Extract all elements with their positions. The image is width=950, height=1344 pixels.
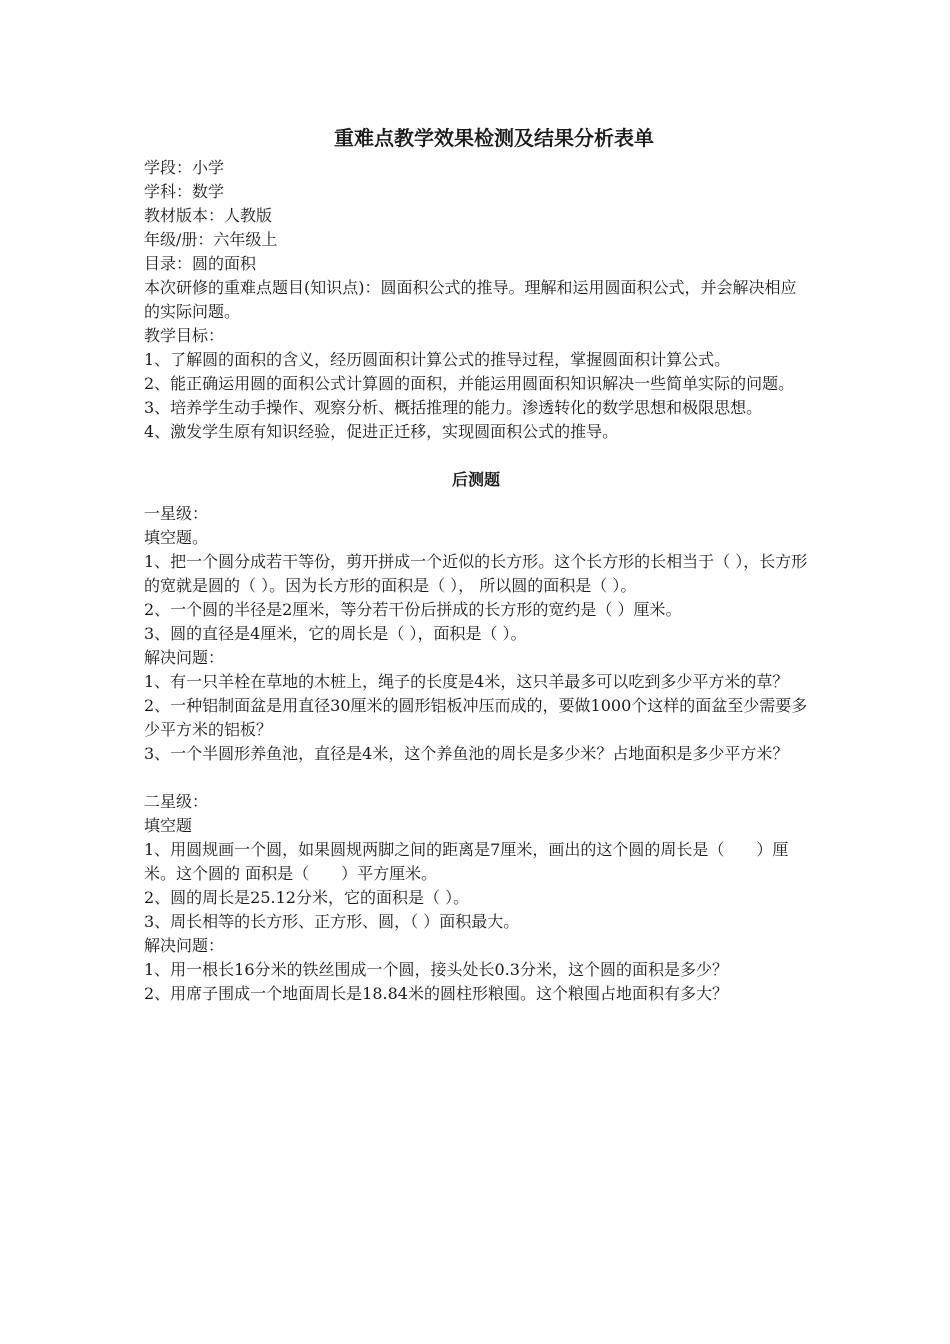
meta-grade: 年级/册：六年级上: [144, 230, 278, 249]
post-test-title: 后测题: [451, 470, 500, 489]
level2-solve-question: 1、用一根长16分米的铁丝围成一个圆，接头处长0.3分米，这个圆的面积是多少？: [144, 960, 728, 979]
level2-solve-question: 2、用席子围成一个地面周长是18.84米的圆柱形粮囤。这个粮囤占地面积有多大？: [144, 984, 728, 1003]
section-spacer: [144, 766, 808, 790]
level1-fill-question: 2、一个圆的半径是2厘米，等分若干份后拼成的长方形的宽约是（ ）厘米。: [144, 600, 682, 619]
level1-label: 一星级：: [144, 504, 209, 523]
meta-catalog: 目录：圆的面积: [144, 254, 257, 273]
level2-fill-question: 3、周长相等的长方形、正方形、圆，（ ）面积最大。: [144, 912, 520, 931]
level2-fill-heading: 填空题: [144, 816, 193, 835]
goal-item: 1、了解圆的面积的含义，经历圆面积计算公式的推导过程，掌握圆面积计算公式。: [144, 350, 731, 369]
level1-solve-heading: 解决问题：: [144, 648, 225, 667]
meta-stage: 学段：小学: [144, 158, 225, 177]
meta-textbook-edition: 教材版本：人教版: [144, 206, 273, 225]
level1-solve-question: 3、一个半圆形养鱼池，直径是4米，这个养鱼池的周长是多少米？占地面积是多少平方米？: [144, 744, 789, 763]
level2-label: 二星级：: [144, 792, 209, 811]
level2-solve-heading: 解决问题：: [144, 936, 225, 955]
goal-item: 3、培养学生动手操作、观察分析、概括推理的能力。渗透转化的数学思想和极限思想。: [144, 398, 763, 417]
level1-fill-heading: 填空题。: [144, 528, 209, 547]
goals-heading: 教学目标：: [144, 326, 225, 345]
meta-subject: 学科：数学: [144, 182, 225, 201]
document-title: 重难点教学效果检测及结果分析表单: [334, 126, 654, 150]
level2-fill-question: 2、圆的周长是25.12分米，它的面积是（ ）。: [144, 888, 470, 907]
goal-item: 4、激发学生原有知识经验，促进正迁移，实现圆面积公式的推导。: [144, 422, 619, 441]
level2-fill-question: 1、用圆规画一个圆，如果圆规两脚之间的距离是7厘米，画出的这个圆的周长是（ ）厘米。这个圆的 面积是（ ）平方厘米。: [144, 840, 789, 883]
meta-key-topic: 本次研修的重难点题目(知识点)：圆面积公式的推导。理解和运用圆面积公式，并会解决相应的实际问题。: [144, 278, 797, 321]
level1-fill-question: 1、把一个圆分成若干等份，剪开拼成一个近似的长方形。这个长方形的长相当于（ ），长方形的宽就是圆的（ ）。因为长方形的面积是（ ）， 所以圆的面积是（ ）。: [144, 552, 808, 595]
level1-solve-question: 1、有一只羊栓在草地的木桩上，绳子的长度是4米，这只羊最多可以吃到多少平方米的草？: [144, 672, 789, 691]
goal-item: 2、能正确运用圆的面积公式计算圆的面积，并能运用圆面积知识解决一些简单实际的问题。: [144, 374, 795, 393]
level1-fill-question: 3、圆的直径是4厘米，它的周长是（ ），面积是（ ）。: [144, 624, 527, 643]
level1-solve-question: 2、一种铝制面盆是用直径30厘米的圆形铝板冲压而成的，要做1000个这样的面盆至少需要多少平方米的铝板？: [144, 696, 808, 739]
document-page: [144, 124, 808, 1006]
